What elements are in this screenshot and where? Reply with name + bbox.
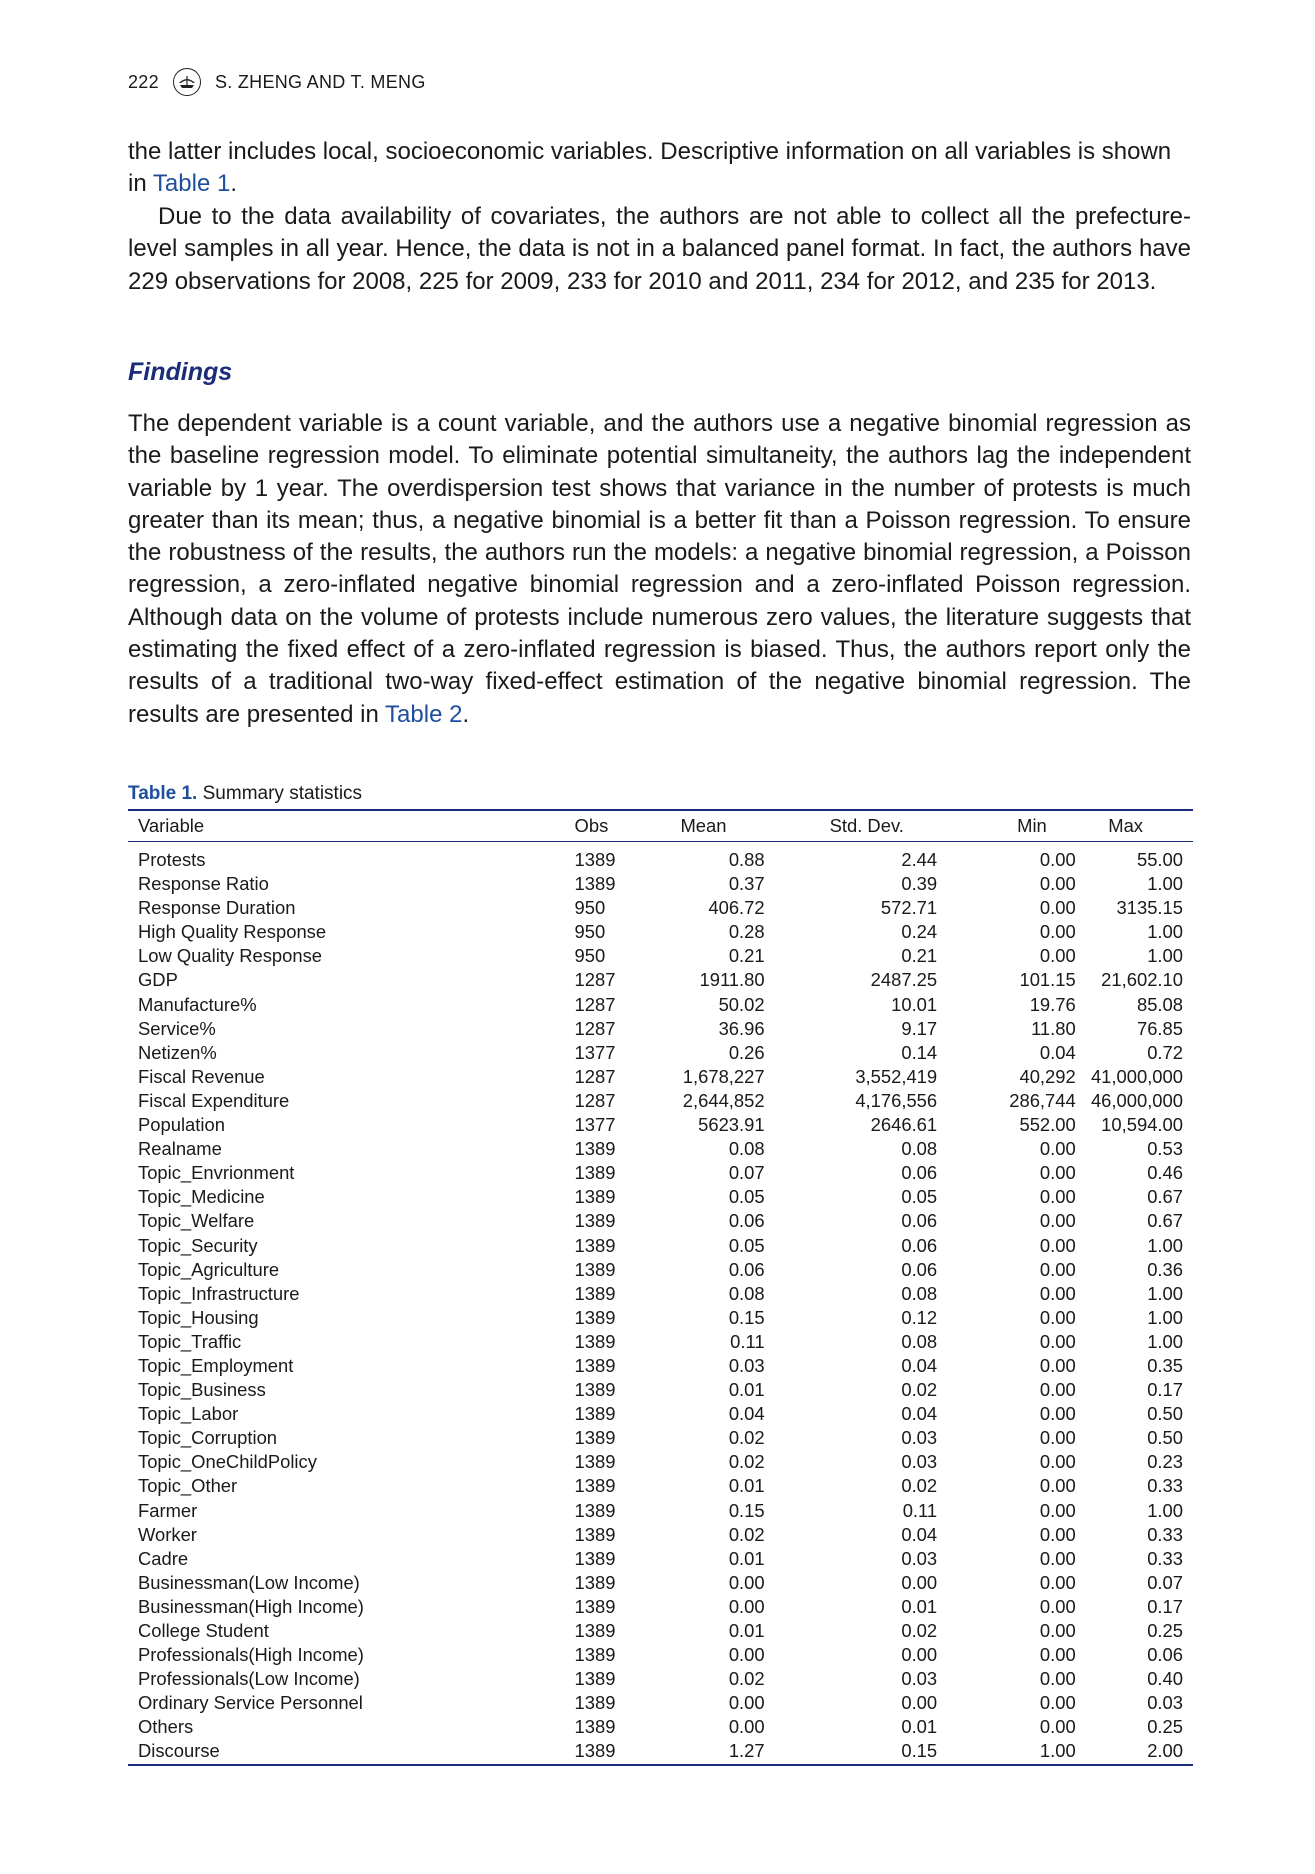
cell-mean: 0.03 <box>728 1354 765 1376</box>
cell-min: 0.00 <box>1039 1403 1076 1425</box>
table-row <box>128 1330 1193 1354</box>
cell-variable: Population <box>138 1114 225 1136</box>
cell-mean: 0.01 <box>728 1379 765 1401</box>
cell-mean: 0.28 <box>728 921 765 943</box>
cell-min: 0.00 <box>1039 1306 1076 1328</box>
cell-std-dev: 0.14 <box>901 1041 938 1063</box>
cell-mean: 0.01 <box>728 1475 765 1497</box>
cell-variable: Topic_Security <box>138 1234 258 1256</box>
section-title-findings: Findings <box>128 358 233 386</box>
cell-obs: 1389 <box>574 1162 616 1184</box>
cell-max: 0.23 <box>1147 1451 1183 1473</box>
cell-max: 1.00 <box>1147 873 1183 895</box>
cell-obs: 1377 <box>574 1041 616 1063</box>
cell-min: 0.00 <box>1039 1644 1076 1666</box>
cell-variable: Businessman(High Income) <box>138 1595 364 1617</box>
cell-mean: 0.04 <box>728 1403 765 1425</box>
cell-variable: Ordinary Service Personnel <box>138 1692 363 1714</box>
cell-mean: 0.37 <box>728 873 765 895</box>
table-caption <box>128 783 362 805</box>
cell-variable: Topic_Agriculture <box>138 1258 280 1280</box>
cell-std-dev: 0.03 <box>901 1427 938 1449</box>
paragraph-data-availability: Due to the data availability of covariates, the authors are not able to collect all the prefecture-level samples in all year. Hence, the data is not in a balanced panel format. In fact, the authors have 229 observations for 2008, 225 for 2009, 233 for 2010 and 2011, 234 for 2012, and 235 for 2013. <box>128 203 1191 295</box>
cell-min: 0.04 <box>1039 1041 1076 1063</box>
cell-max: 0.50 <box>1147 1427 1183 1449</box>
table-row <box>128 1017 1193 1041</box>
header-min: Min <box>937 810 1076 842</box>
cell-std-dev: 0.02 <box>901 1620 938 1641</box>
cell-max: 0.40 <box>1147 1668 1183 1690</box>
paragraph-intro-end: . <box>230 170 237 198</box>
table-row <box>128 1113 1193 1137</box>
cell-std-dev: 9.17 <box>901 1017 938 1039</box>
table2-link[interactable]: Table 2 <box>385 700 463 728</box>
cell-std-dev: 0.11 <box>902 1499 938 1521</box>
table-row <box>128 1499 1193 1523</box>
cell-std-dev: 2.44 <box>901 849 938 870</box>
cell-std-dev: 0.08 <box>901 1138 938 1160</box>
cell-min: 0.00 <box>1039 849 1076 870</box>
cell-obs: 1287 <box>574 969 616 991</box>
cell-max: 3135.15 <box>1116 897 1183 919</box>
cell-mean: 1,678,227 <box>682 1065 765 1087</box>
paragraph-findings <box>128 408 1191 731</box>
cell-obs: 1389 <box>574 1258 616 1280</box>
cell-mean: 0.00 <box>728 1595 765 1617</box>
cell-min: 0.00 <box>1039 1716 1076 1738</box>
cell-obs: 1389 <box>574 1306 616 1328</box>
cell-obs: 1389 <box>574 1644 616 1666</box>
cell-min: 0.00 <box>1039 897 1076 919</box>
table1-link[interactable]: Table 1 <box>152 170 231 198</box>
cell-obs: 1389 <box>574 1282 616 1304</box>
table-row <box>128 1209 1193 1233</box>
cell-variable: Topic_Traffic <box>138 1330 242 1352</box>
cell-obs: 950 <box>574 945 606 967</box>
cell-variable: Topic_Infrastructure <box>138 1282 300 1304</box>
cell-max: 21,602.10 <box>1101 969 1183 991</box>
cell-obs: 1287 <box>574 1017 616 1039</box>
cell-max: 85.08 <box>1136 993 1183 1015</box>
cell-std-dev: 0.21 <box>901 945 938 967</box>
cell-obs: 1389 <box>574 1427 616 1449</box>
table-row <box>128 1426 1193 1450</box>
cell-std-dev: 0.06 <box>901 1234 938 1256</box>
cell-max: 0.17 <box>1147 1595 1183 1617</box>
cell-variable: Topic_Medicine <box>138 1186 265 1208</box>
table-caption-text: Summary statistics <box>197 783 363 804</box>
cell-max: 0.33 <box>1147 1523 1183 1545</box>
table-row <box>128 1065 1193 1089</box>
cell-max: 0.50 <box>1147 1403 1183 1425</box>
cell-min: 286,744 <box>1009 1089 1076 1111</box>
cell-mean: 406.72 <box>708 897 765 919</box>
cell-max: 10,594.00 <box>1101 1114 1183 1136</box>
cell-max: 1.00 <box>1147 1282 1183 1304</box>
table-row <box>128 896 1193 920</box>
table-header-row <box>128 810 1193 842</box>
cell-max: 0.33 <box>1147 1475 1183 1497</box>
cell-std-dev: 0.39 <box>901 873 938 895</box>
cell-min: 0.00 <box>1039 1523 1076 1545</box>
cell-mean: 0.05 <box>728 1186 765 1208</box>
cell-max: 0.07 <box>1147 1571 1183 1593</box>
cell-obs: 1389 <box>574 1620 616 1641</box>
cell-obs: 1389 <box>574 1330 616 1352</box>
summary-statistics-table <box>128 809 1193 1766</box>
cell-std-dev: 0.04 <box>901 1354 938 1376</box>
cell-variable: College Student <box>138 1620 269 1641</box>
cell-obs: 1389 <box>574 1475 616 1497</box>
cell-variable: Topic_Employment <box>138 1354 294 1376</box>
cell-variable: Professionals(High Income) <box>138 1644 364 1666</box>
cell-max: 0.25 <box>1147 1620 1183 1641</box>
cell-mean: 2,644,852 <box>682 1089 765 1111</box>
cell-std-dev: 2646.61 <box>870 1114 938 1136</box>
cell-std-dev: 0.03 <box>901 1668 938 1690</box>
cell-mean: 0.06 <box>728 1210 765 1232</box>
cell-mean: 0.21 <box>728 945 765 967</box>
cell-min: 0.00 <box>1039 1162 1076 1184</box>
table-row <box>128 1667 1193 1691</box>
cell-max: 55.00 <box>1136 849 1183 870</box>
cell-mean: 0.26 <box>728 1041 765 1063</box>
cell-std-dev: 0.08 <box>901 1282 938 1304</box>
cell-mean: 0.02 <box>728 1451 765 1473</box>
cell-std-dev: 572.71 <box>880 897 938 919</box>
cell-mean: 1911.80 <box>699 969 765 991</box>
cell-min: 11.80 <box>1031 1017 1076 1039</box>
table-row <box>128 1547 1193 1571</box>
cell-max: 76.85 <box>1136 1017 1183 1039</box>
cell-mean: 0.00 <box>728 1644 765 1666</box>
cell-mean: 0.00 <box>728 1571 765 1593</box>
cell-mean: 0.00 <box>728 1716 765 1738</box>
cell-variable: Topic_Other <box>138 1475 238 1497</box>
cell-min: 0.00 <box>1039 1379 1076 1401</box>
cell-std-dev: 0.01 <box>901 1595 938 1617</box>
cell-mean: 36.96 <box>718 1017 765 1039</box>
cell-std-dev: 4,176,556 <box>855 1089 938 1111</box>
running-header-authors: S. ZHENG AND T. MENG <box>214 71 426 92</box>
cell-mean: 5623.91 <box>698 1114 765 1136</box>
table-row <box>128 1619 1193 1643</box>
cell-min: 0.00 <box>1039 945 1076 967</box>
cell-variable: Discourse <box>128 1739 435 1764</box>
cell-std-dev: 0.02 <box>901 1475 938 1497</box>
table-row <box>128 920 1193 944</box>
cell-mean: 0.00 <box>728 1692 765 1714</box>
cell-min: 0.00 <box>1039 1354 1076 1376</box>
table-row <box>128 1595 1193 1619</box>
running-header <box>128 68 426 96</box>
cell-std-dev: 0.24 <box>901 921 938 943</box>
cell-obs: 1287 <box>574 993 616 1015</box>
cell-obs: 1389 <box>574 1571 616 1593</box>
paragraph-findings-end: . <box>462 700 470 728</box>
cell-mean: 0.01 <box>728 1620 765 1641</box>
table-row <box>128 1715 1193 1739</box>
cell-obs: 950 <box>574 921 606 943</box>
paragraph-intro <box>128 136 1191 201</box>
table-row <box>128 1402 1193 1426</box>
cell-variable: Response Ratio <box>138 873 269 895</box>
cell-variable: Manufacture% <box>138 993 257 1015</box>
cell-std-dev: 0.05 <box>901 1186 938 1208</box>
cell-mean: 0.06 <box>728 1258 765 1280</box>
cell-mean: 0.05 <box>728 1234 765 1256</box>
cell-max: 2.00 <box>1076 1739 1193 1764</box>
cell-obs: 1389 <box>574 1451 616 1473</box>
cell-min: 0.00 <box>1039 1595 1076 1617</box>
cell-obs: 1389 <box>574 1186 616 1208</box>
cell-std-dev: 10.01 <box>891 993 938 1015</box>
cell-max: 1.00 <box>1147 1306 1183 1328</box>
cell-min: 0.00 <box>1039 1186 1076 1208</box>
cell-max: 1.00 <box>1147 945 1183 967</box>
cell-variable: Businessman(Low Income) <box>138 1571 360 1593</box>
cell-max: 1.00 <box>1147 1234 1183 1256</box>
cell-min: 0.00 <box>1039 1668 1076 1690</box>
table-row <box>128 993 1193 1017</box>
cell-variable: Netizen% <box>138 1041 217 1063</box>
cell-max: 0.72 <box>1147 1041 1183 1063</box>
cell-variable: Cadre <box>138 1547 189 1569</box>
cell-mean: 0.08 <box>728 1282 765 1304</box>
cell-min: 1.00 <box>937 1739 1076 1764</box>
table-row <box>128 1041 1193 1065</box>
table-row <box>128 1234 1193 1258</box>
cell-mean: 0.07 <box>728 1162 765 1184</box>
cell-std-dev: 3,552,419 <box>855 1065 938 1087</box>
paragraph-intro-text: the latter includes local, socioeconomic variables. Descriptive information on all variables is shown in <box>128 138 1172 198</box>
cell-min: 0.00 <box>1039 921 1076 943</box>
table-row <box>128 1282 1193 1306</box>
cell-obs: 1287 <box>574 1065 616 1087</box>
cell-obs: 1389 <box>574 1716 616 1738</box>
cell-min: 0.00 <box>1039 1210 1076 1232</box>
table-row <box>128 1643 1193 1667</box>
cell-mean: 0.88 <box>728 849 765 870</box>
table-row <box>128 1089 1193 1113</box>
cell-min: 0.00 <box>1039 1282 1076 1304</box>
cell-max: 0.46 <box>1147 1162 1183 1184</box>
cell-min: 0.00 <box>1039 1330 1076 1352</box>
cell-std-dev: 0.00 <box>901 1644 938 1666</box>
cell-variable: Fiscal Revenue <box>138 1065 265 1087</box>
cell-variable: Topic_Welfare <box>138 1210 255 1232</box>
cell-variable: Topic_Labor <box>138 1403 239 1425</box>
cell-max: 0.67 <box>1147 1186 1183 1208</box>
cell-max: 1.00 <box>1147 1330 1183 1352</box>
cell-obs: 1389 <box>574 1692 616 1714</box>
header-max: Max <box>1076 810 1193 842</box>
cell-max: 41,000,000 <box>1090 1065 1183 1087</box>
cell-variable: Worker <box>138 1523 197 1545</box>
cell-max: 0.33 <box>1147 1547 1183 1569</box>
cell-std-dev: 0.00 <box>901 1692 938 1714</box>
table-row <box>128 1306 1193 1330</box>
cell-min: 0.00 <box>1039 1571 1076 1593</box>
table-caption-label: Table 1. <box>128 783 198 804</box>
table-row <box>128 1161 1193 1185</box>
cell-mean: 50.02 <box>718 993 765 1015</box>
cell-variable: Topic_Envrionment <box>138 1162 295 1184</box>
cell-min: 0.00 <box>1039 1547 1076 1569</box>
cell-std-dev: 0.01 <box>901 1716 938 1738</box>
cell-obs: 1389 <box>574 1403 616 1425</box>
cell-obs: 1389 <box>574 1138 616 1160</box>
cell-variable: Topic_Corruption <box>138 1427 278 1449</box>
table-row <box>128 968 1193 992</box>
publisher-logo-icon <box>173 68 201 96</box>
cell-min: 0.00 <box>1039 1258 1076 1280</box>
cell-max: 46,000,000 <box>1090 1089 1183 1111</box>
cell-min: 0.00 <box>1039 1475 1076 1497</box>
cell-min: 0.00 <box>1039 1692 1076 1714</box>
cell-std-dev: 0.00 <box>901 1571 938 1593</box>
cell-obs: 1389 <box>574 1523 616 1545</box>
cell-obs: 1389 <box>574 1499 616 1521</box>
table-row <box>128 1258 1193 1282</box>
cell-variable: Professionals(Low Income) <box>138 1668 360 1690</box>
paragraph-findings-text: The dependent variable is a count variable, and the authors use a negative binomial regression as the baseline regression model. To eliminate potential simultaneity, the authors lag the independent variable by 1 year. The overdispersion test shows that variance in the number of protests is much greater than its mean; thus, a negative binomial is a better fit than a Poisson regression. To ensure the robustness of the results, the authors run the models: a negative binomial regression, a Poisson regression, a zero-inflated negative binomial regression and a zero-inflated Poisson regression. Although data on the volume of protests include numerous zero values, the literature suggests that estimating the fixed effect of a zero-inflated regression is biased. Thus, the authors report only the results of a traditional two-way fixed-effect estimation of the negative binomial regression. The results are presented in <box>128 410 1191 728</box>
header-mean: Mean <box>615 810 764 842</box>
cell-max: 1.00 <box>1147 921 1183 943</box>
cell-min: 0.00 <box>1039 1427 1076 1449</box>
table-row <box>128 1691 1193 1715</box>
cell-mean: 0.08 <box>728 1138 765 1160</box>
cell-variable: High Quality Response <box>138 921 327 943</box>
table-row <box>128 1474 1193 1498</box>
cell-obs: 950 <box>574 897 606 919</box>
cell-std-dev: 0.04 <box>901 1523 938 1545</box>
cell-std-dev: 0.08 <box>901 1330 938 1352</box>
cell-obs: 1389 <box>574 1379 616 1401</box>
cell-obs: 1389 <box>435 1739 616 1764</box>
cell-max: 0.25 <box>1147 1716 1183 1738</box>
cell-variable: GDP <box>138 969 178 991</box>
cell-max: 0.35 <box>1147 1354 1183 1376</box>
cell-variable: Realname <box>138 1138 222 1160</box>
table-row <box>128 1354 1193 1378</box>
header-obs: Obs <box>435 810 616 842</box>
cell-obs: 1389 <box>574 1210 616 1232</box>
cell-variable: Farmer <box>138 1499 198 1521</box>
cell-max: 0.17 <box>1147 1379 1183 1401</box>
table-row <box>128 1739 1193 1764</box>
cell-max: 1.00 <box>1147 1499 1183 1521</box>
table-body <box>128 842 1193 1765</box>
cell-std-dev: 0.15 <box>765 1739 938 1764</box>
cell-variable: Topic_Business <box>138 1379 266 1401</box>
cell-mean: 0.02 <box>728 1523 765 1545</box>
cell-variable: Topic_OneChildPolicy <box>138 1451 317 1473</box>
table-row <box>128 1185 1193 1209</box>
cell-variable: Protests <box>138 849 206 870</box>
cell-obs: 1287 <box>574 1089 616 1111</box>
cell-mean: 0.15 <box>728 1499 765 1521</box>
cell-min: 0.00 <box>1039 873 1076 895</box>
cell-std-dev: 0.12 <box>901 1306 938 1328</box>
cell-obs: 1389 <box>574 1547 616 1569</box>
table-row <box>128 1378 1193 1402</box>
table-row <box>128 1450 1193 1474</box>
table-row <box>128 842 1193 873</box>
cell-obs: 1389 <box>574 849 616 870</box>
header-variable: Variable <box>128 810 435 842</box>
header-std-dev: Std. Dev. <box>765 810 938 842</box>
cell-obs: 1389 <box>574 1595 616 1617</box>
cell-mean: 0.15 <box>728 1306 765 1328</box>
cell-min: 0.00 <box>1039 1620 1076 1641</box>
cell-mean: 0.02 <box>728 1668 765 1690</box>
cell-mean: 1.27 <box>615 1739 764 1764</box>
cell-obs: 1389 <box>574 1668 616 1690</box>
cell-min: 101.15 <box>1019 969 1076 991</box>
cell-max: 0.36 <box>1147 1258 1183 1280</box>
table-row <box>128 872 1193 896</box>
table-row <box>128 1137 1193 1161</box>
cell-variable: Fiscal Expenditure <box>138 1089 290 1111</box>
cell-variable: Topic_Housing <box>138 1306 259 1328</box>
cell-min: 0.00 <box>1039 1499 1076 1521</box>
cell-max: 0.67 <box>1147 1210 1183 1232</box>
cell-std-dev: 0.04 <box>901 1403 938 1425</box>
cell-max: 0.03 <box>1147 1692 1183 1714</box>
cell-min: 40,292 <box>1019 1065 1076 1087</box>
cell-obs: 1389 <box>574 1354 616 1376</box>
cell-std-dev: 0.03 <box>901 1547 938 1569</box>
cell-std-dev: 0.06 <box>901 1210 938 1232</box>
cell-mean: 0.01 <box>728 1547 765 1569</box>
cell-std-dev: 0.02 <box>901 1379 938 1401</box>
cell-std-dev: 0.06 <box>901 1258 938 1280</box>
cell-min: 0.00 <box>1039 1234 1076 1256</box>
cell-variable: Response Duration <box>138 897 296 919</box>
cell-variable: Others <box>138 1716 194 1738</box>
cell-variable: Service% <box>138 1017 216 1039</box>
table-row <box>128 1571 1193 1595</box>
cell-variable: Low Quality Response <box>138 945 323 967</box>
cell-std-dev: 2487.25 <box>870 969 938 991</box>
cell-min: 0.00 <box>1039 1138 1076 1160</box>
cell-mean: 0.11 <box>730 1330 765 1352</box>
cell-min: 19.76 <box>1029 993 1076 1015</box>
cell-obs: 1389 <box>574 873 616 895</box>
cell-max: 0.53 <box>1147 1138 1183 1160</box>
table-row <box>128 944 1193 968</box>
table-row <box>128 1523 1193 1547</box>
page-number: 222 <box>128 71 159 92</box>
cell-obs: 1377 <box>574 1114 616 1136</box>
cell-max: 0.06 <box>1147 1644 1183 1666</box>
cell-min: 552.00 <box>1019 1114 1076 1136</box>
cell-std-dev: 0.06 <box>901 1162 938 1184</box>
cell-std-dev: 0.03 <box>901 1451 938 1473</box>
cell-mean: 0.02 <box>728 1427 765 1449</box>
cell-min: 0.00 <box>1039 1451 1076 1473</box>
cell-obs: 1389 <box>574 1234 616 1256</box>
